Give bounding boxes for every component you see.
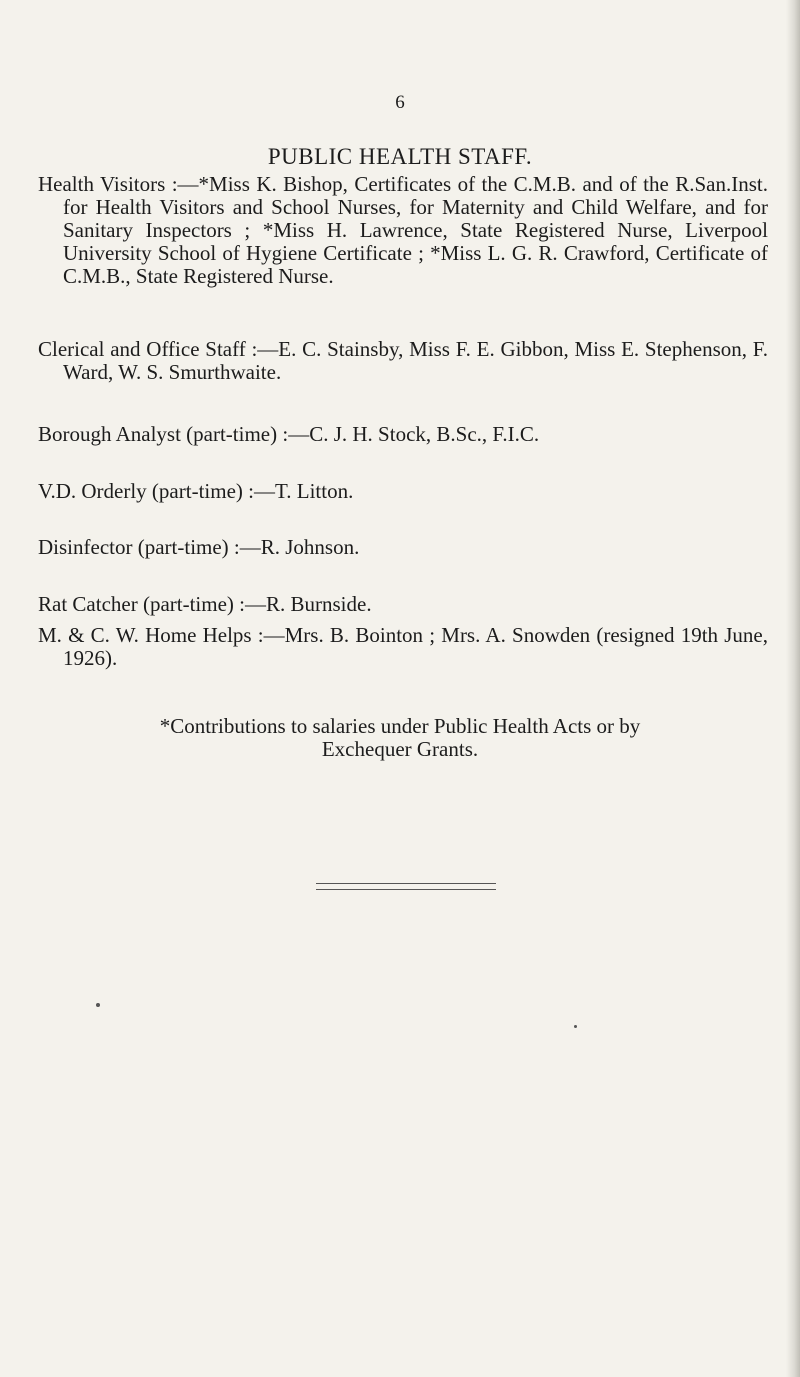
ink-speck bbox=[574, 1025, 577, 1028]
entry-text: Clerical and Office Staff :—E. C. Stainsby, Miss F. E. Gibbon, Miss E. Stephenson, F. Ward, W. S. Smurthwaite. bbox=[38, 337, 768, 384]
divider-rule bbox=[316, 883, 496, 884]
entry-text: Borough Analyst (part-time) :—C. J. H. Stock, B.Sc., F.I.C. bbox=[38, 422, 540, 446]
entry-text: Rat Catcher (part-time) :—R. Burnside. bbox=[38, 592, 372, 616]
staff-entry-health-visitors bbox=[38, 173, 768, 288]
staff-entry-home-helps bbox=[38, 624, 768, 670]
staff-entry-disinfector bbox=[38, 536, 768, 559]
staff-entry-rat-catcher bbox=[38, 593, 768, 616]
page-number: 6 bbox=[395, 92, 405, 113]
page-title: PUBLIC HEALTH STAFF. bbox=[267, 144, 533, 169]
divider-rule bbox=[316, 889, 496, 890]
staff-entry-vd-orderly bbox=[38, 480, 768, 503]
page-edge-shadow bbox=[786, 0, 800, 1377]
entry-text: M. & C. W. Home Helps :—Mrs. B. Bointon ; Mrs. A. Snowden (resigned 19th June, 1926). bbox=[38, 623, 768, 670]
entry-text: V.D. Orderly (part-time) :—T. Litton. bbox=[38, 479, 354, 503]
footnote: *Contributions to salaries under Public Health Acts or by Exchequer Grants. bbox=[159, 714, 641, 761]
entry-text: Health Visitors :—*Miss K. Bishop, Certificates of the C.M.B. and of the R.San.Inst. for Health Visitors and School Nurses, for Maternity and Child Welfare, and for Sanitary Inspectors ; *Miss H. Lawrence, State Registered Nurse, Liverpool University School of Hygiene Certificate ; *Miss L. G. R. Crawford, Certificate of C.M.B., State Registered Nurse. bbox=[38, 172, 768, 288]
ink-speck bbox=[96, 1003, 100, 1007]
staff-entry-clerical bbox=[38, 338, 768, 384]
entry-text: Disinfector (part-time) :—R. Johnson. bbox=[38, 535, 360, 559]
staff-entry-analyst bbox=[38, 423, 768, 446]
